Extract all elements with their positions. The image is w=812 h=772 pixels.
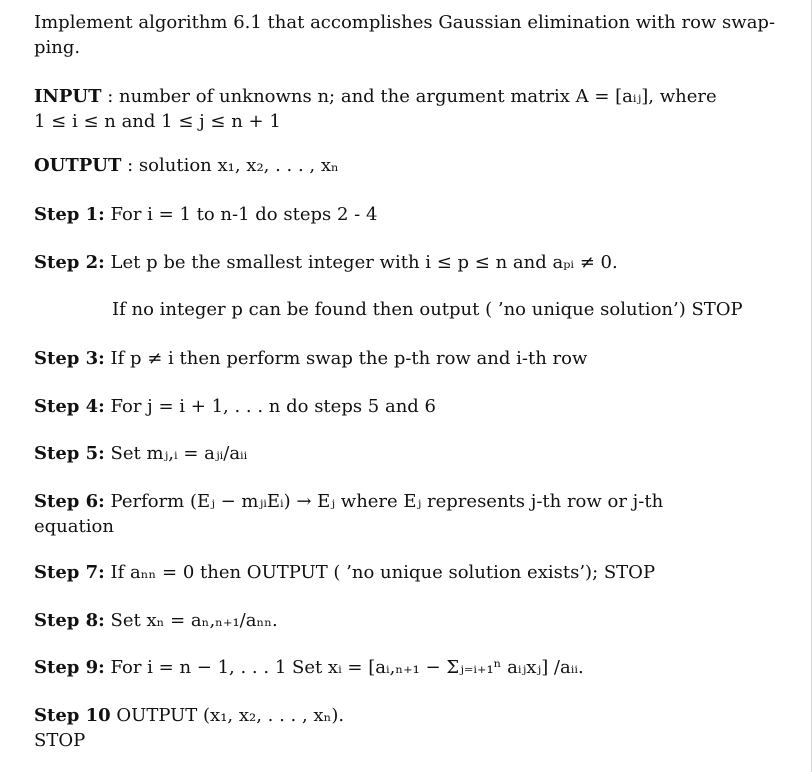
step-4-text: For j = i + 1, . . . n do steps 5 and 6	[104, 396, 436, 417]
step-5-text: Set mⱼ,ᵢ = aⱼᵢ/aᵢᵢ	[104, 443, 248, 464]
step-2-continuation	[112, 297, 772, 322]
step-6-line-1	[34, 489, 772, 514]
step-1-text: For i = 1 to n-1 do steps 2 - 4	[104, 204, 378, 225]
output-section	[34, 153, 772, 178]
step-7-text: If aₙₙ = 0 then OUTPUT ( ’no unique solution exists’); STOP	[104, 562, 656, 583]
intro-line-2: ping.	[34, 37, 81, 58]
output-text: : solution x₁, x₂, . . . , xₙ	[121, 155, 339, 176]
input-line-2: 1 ≤ i ≤ n and 1 ≤ j ≤ n + 1	[34, 111, 281, 132]
step-1	[34, 202, 772, 227]
step-2-text: Let p be the smallest integer with i ≤ p ≤ n and aₚᵢ ≠ 0.	[104, 252, 618, 273]
input-label: INPUT	[34, 86, 102, 107]
input-line-1	[34, 84, 772, 109]
step-8	[34, 608, 772, 633]
step-8-text: Set xₙ = aₙ,ₙ₊₁/aₙₙ.	[104, 610, 278, 631]
step-10-text: OUTPUT (x₁, x₂, . . . , xₙ).	[110, 705, 345, 726]
step-5-label: Step 5:	[34, 443, 105, 464]
step-10-line-1	[34, 703, 772, 728]
input-text-1: : number of unknowns n; and the argument matrix A = [aᵢⱼ], where	[101, 86, 717, 107]
intro-line-1: Implement algorithm 6.1 that accomplishes Gaussian elimination with row swap-	[34, 12, 776, 33]
step-4-label: Step 4:	[34, 396, 105, 417]
step-3-text: If p ≠ i then perform swap the p-th row and i-th row	[104, 348, 588, 369]
step-2-continuation-text: If no integer p can be found then output ( ’no unique solution’) STOP	[112, 299, 743, 320]
output-label: OUTPUT	[34, 155, 122, 176]
step-7	[34, 560, 772, 585]
step-2	[34, 250, 772, 275]
step-6-label: Step 6:	[34, 491, 105, 512]
step-1-label: Step 1:	[34, 204, 105, 225]
step-9	[34, 655, 772, 680]
step-9-text: For i = n − 1, . . . 1 Set xᵢ = [aᵢ,ₙ₊₁ − Σⱼ₌ᵢ₊₁ⁿ aᵢⱼxⱼ] /aᵢᵢ.	[104, 657, 584, 678]
step-4	[34, 394, 772, 419]
step-3	[34, 346, 772, 371]
step-7-label: Step 7:	[34, 562, 105, 583]
step-9-label: Step 9:	[34, 657, 105, 678]
intro-paragraph	[34, 10, 776, 60]
step-8-label: Step 8:	[34, 610, 105, 631]
step-10	[34, 703, 772, 753]
step-2-label: Step 2:	[34, 252, 105, 273]
step-3-label: Step 3:	[34, 348, 105, 369]
step-5	[34, 441, 772, 466]
input-section	[34, 84, 772, 134]
step-6	[34, 489, 772, 539]
step-10-label: Step 10	[34, 705, 111, 726]
step-6-line-2: equation	[34, 516, 114, 537]
step-6-text: Perform (Eⱼ − mⱼᵢEᵢ) → Eⱼ where Eⱼ represents j-th row or j-th	[104, 491, 664, 512]
step-10-line-2: STOP	[34, 730, 86, 751]
